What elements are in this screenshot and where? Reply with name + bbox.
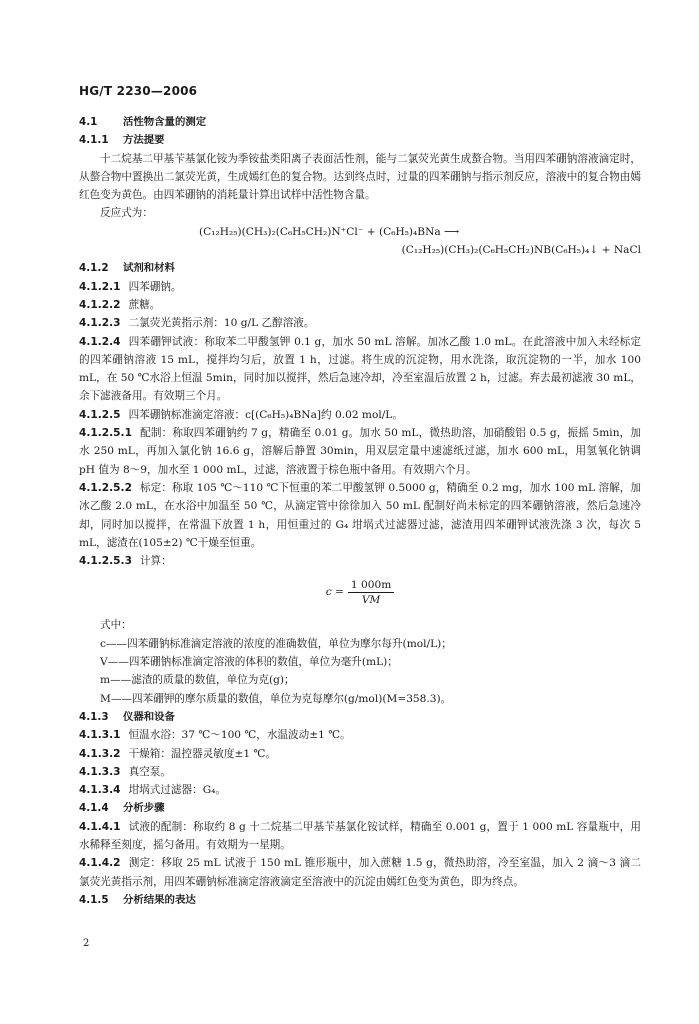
reaction-label: 反应式为： (100, 207, 153, 220)
standard-header: HG/T 2230—2006 (79, 84, 198, 98)
item-4-1-2-5: 4.1.2.5 四苯硼钠标准滴定溶液：c[(C₆H₅)₄BNa]约 0.02 mol/L。 (79, 408, 403, 421)
section-heading-4-1: 4.1 活性物含量的测定 (79, 116, 207, 128)
item-4-1-3-4: 4.1.3.4 坩埚式过滤器：G₄。 (79, 784, 227, 797)
where-label: 式中： (100, 619, 132, 632)
page-number: 2 (83, 938, 90, 949)
item-4-1-3-2: 4.1.3.2 干燥箱：温控器灵敏度±1 ℃。 (79, 747, 276, 760)
item-4-1-2-5-3: 4.1.2.5.3 计算： (79, 555, 172, 568)
item-4-1-4-1: 4.1.4.1 试液的配制：称取约 8 g 十二烷基二甲基苄基氯化铵试样，精确至 0.001 g，置于 1 000 mL 容量瓶中，用水稀释至刻度，摇匀备用。有效期为一星期。 (79, 820, 641, 851)
section-heading-4-1-1: 4.1.1 方法提要 (79, 134, 165, 147)
item-4-1-2-1: 4.1.2.1 四苯硼钠。 (79, 280, 182, 293)
formula-lhs: c = (325, 586, 344, 599)
item-4-1-3-3: 4.1.3.3 真空泵。 (79, 765, 171, 778)
reaction-line-1: (C₁₂H₂₅)(CH₃)₂(C₆H₅CH₂)N⁺Cl⁻ + (C₆H₅)₄BNa ⟶ (199, 225, 460, 238)
item-4-1-2-4: 4.1.2.4 四苯硼钾试液：称取苯二甲酸氢钾 0.1 g，加水 50 mL 溶解。加冰乙酸 1.0 mL。在此溶液中加入未经标定的四苯硼钠溶液 15 mL，搅拌均匀后，放置 1 h，过滤。将生成的沉淀物，用水洗涤，取沉淀物的一半，加水 100 mL，在 50 ℃水浴上恒温 5min，同时加以搅拌，然后急速冷却，冷至室温后放置 2 h，过滤。弃去最初滤液 30 mL，余下滤液备用。有效期三个月。 (79, 335, 641, 403)
section-heading-4-1-5: 4.1.5 分析结果的表达 (79, 893, 196, 906)
section-heading-4-1-4: 4.1.4 分析步骤 (79, 802, 165, 815)
definition-v: V——四苯硼钠标准滴定溶液的体积的数值，单位为毫升(mL)； (100, 656, 398, 669)
section-heading-4-1-3: 4.1.3 仪器和设备 (79, 710, 175, 723)
formula-numerator: 1 000m (348, 578, 394, 593)
item-4-1-2-3: 4.1.2.3 二氯荧光黄指示剂：10 g/L 乙醇溶液。 (79, 317, 315, 330)
summary-paragraph: 十二烷基二甲基苄基氯化铵为季铵盐类阳离子表面活性剂，能与二氯荧光黄生成螯合物。当用四苯硼钠溶液滴定时，从螯合物中置换出二氯荧光黄，生成嫣红色的复合物。达到终点时，过量的四苯硼钠与指示剂反应，溶液中的复合物由嫣红色变为黄色。由四苯硼钠的消耗量计算出试样中活性物含量。 (79, 152, 641, 202)
section-heading-4-1-2: 4.1.2 试剂和材料 (79, 262, 175, 275)
definition-c: c——四苯硼钠标准滴定溶液的浓度的准确数值，单位为摩尔每升(mol/L)； (100, 637, 452, 650)
formula-denominator: VM (361, 593, 381, 606)
reaction-line-2: (C₁₂H₂₅)(CH₃)₂(C₆H₅CH₂)NB(C₆H₅)₄↓ + NaCl (401, 244, 641, 257)
item-4-1-2-5-1: 4.1.2.5.1 配制：称取四苯硼钠约 7 g，精确至 0.01 g。加水 50 mL，微热助溶，加硝酸铝 0.5 g，振摇 5min，加水 250 mL，再加入氯化钠 16.6 g，溶解后静置 30min，用双层定量中速滤纸过滤，加水 600 mL，用氢氧化钠调 pH 值为 8～9，加水至 1 000 mL，过滤，溶液置于棕色瓶中备用。有效期六个月。 (79, 427, 641, 476)
concentration-formula (79, 572, 641, 612)
document-body (79, 113, 641, 909)
item-4-1-2-2: 4.1.2.2 蔗糖。 (79, 298, 161, 311)
item-4-1-3-1: 4.1.3.1 恒温水浴：37 ℃～100 ℃，水温波动±1 ℃。 (79, 729, 351, 742)
formula-fraction (348, 578, 394, 607)
item-4-1-4-2: 4.1.4.2 测定：移取 25 mL 试液于 150 mL 锥形瓶中，加入蔗糖 1.5 g，微热助溶，冷至室温，加入 2 滴～3 滴二氯荧光黄指示剂，用四苯硼钠标准滴定溶液滴定至溶液中的沉淀由嫣红色变为黄色，即为终点。 (79, 857, 641, 888)
item-4-1-2-5-2: 4.1.2.5.2 标定：称取 105 ℃～110 ℃下恒重的苯二甲酸氢钾 0.5000 g，精确至 0.2 mg，加水 100 mL 溶解，加冰乙酸 2.0 mL，在水浴中加温至 50 ℃，从滴定管中徐徐加入 50 mL 配制好尚未标定的四苯硼钠溶液，然后急速冷却，同时加以搅拌，在常温下放置 1 h，用恒重过的 G₄ 坩埚式过滤器过滤，滤渣用四苯硼钾试液洗涤 3 次，每次 5 mL，滤渣在(105±2) ℃干燥至恒重。 (79, 481, 641, 549)
definition-m: m——滤渣的质量的数值，单位为克(g)； (100, 674, 295, 687)
definition-molar-mass: M——四苯硼钾的摩尔质量的数值，单位为克每摩尔(g/mol)(M=358.3)。 (100, 692, 452, 705)
